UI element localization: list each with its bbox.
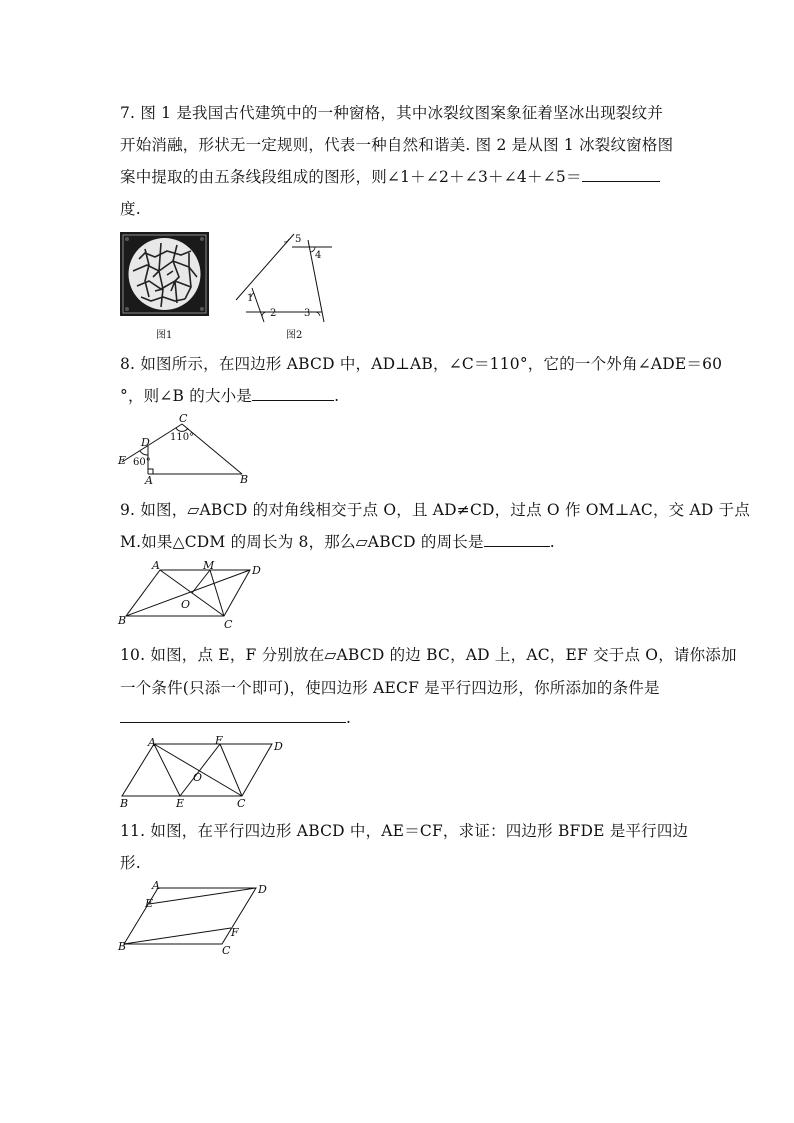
q8-line-2-text: °，则∠B 的大小是 <box>120 387 253 405</box>
q9-figure <box>116 560 266 630</box>
q7-line-3 <box>120 165 660 187</box>
angle-d-label: 60° <box>133 457 151 468</box>
answer-blank <box>252 386 334 401</box>
angle-3-label: 3 <box>304 308 311 319</box>
point-c-label: C <box>222 944 231 957</box>
point-e-label: E <box>145 897 154 910</box>
point-d-label: D <box>258 883 267 896</box>
q8-figure <box>116 412 266 484</box>
q9-line-1: 9. 如图，▱ABCD 的对角线相交于点 O，且 AD≠CD，过点 O 作 OM⊥AC，交 AD 于点 <box>120 501 751 519</box>
angle-2-label: 2 <box>270 308 277 319</box>
angle-5-label: 5 <box>295 234 302 245</box>
point-c-label: C <box>179 412 188 425</box>
point-m-label: M <box>203 560 215 572</box>
point-e-label: E <box>118 454 127 467</box>
angle-1-label: 1 <box>247 293 254 304</box>
fig2-caption: 图2 <box>286 330 303 341</box>
fig1-caption: 图1 <box>156 330 173 341</box>
answer-blank <box>120 708 346 723</box>
point-c-label: C <box>237 797 246 810</box>
point-d-label: D <box>141 436 150 449</box>
point-a-label: A <box>152 879 160 892</box>
answer-blank <box>484 532 550 547</box>
q8-line-2 <box>120 384 339 406</box>
point-o-label: O <box>181 598 191 611</box>
q10-line-3-period: . <box>346 709 352 727</box>
point-c-label: C <box>224 618 233 630</box>
point-f-label: F <box>231 926 239 939</box>
point-b-label: B <box>118 940 127 953</box>
q7-line-2: 开始消融，形状无一定规则，代表一种自然和谐美. 图 2 是从图 1 冰裂纹窗格图 <box>120 136 674 154</box>
point-f-label: F <box>215 734 223 747</box>
q7-line-3-text: 案中提取的由五条线段组成的图形，则∠1＋∠2＋∠3＋∠4＋∠5＝ <box>120 168 582 186</box>
point-o-label: O <box>193 771 203 784</box>
q9-line-2 <box>120 530 555 552</box>
q8-line-2-period: . <box>334 387 340 405</box>
q11-line-1: 11. 如图，在平行四边形 ABCD 中，AE＝CF，求证：四边形 BFDE 是平行四边 <box>120 822 689 840</box>
angle-4-label: 4 <box>315 250 322 261</box>
point-b-label: B <box>118 614 127 627</box>
q10-figure <box>116 734 286 810</box>
q9-line-2-text: M.如果△CDM 的周长为 8，那么▱ABCD 的周长是 <box>120 533 484 551</box>
answer-blank <box>582 167 660 182</box>
angle-c-label: 110° <box>170 432 195 443</box>
q11-line-2: 形. <box>120 854 141 872</box>
q10-line-1: 10. 如图，点 E，F 分别放在▱ABCD 的边 BC，AD 上，AC，EF 交于点 O，请你添加 <box>120 646 737 664</box>
point-d-label: D <box>252 564 261 577</box>
point-a-label: A <box>152 560 160 572</box>
point-a-label: A <box>148 736 156 749</box>
q7-figure-2 <box>232 230 337 342</box>
point-b-label: B <box>240 473 249 484</box>
point-b-label: B <box>120 797 129 810</box>
q11-figure <box>116 878 276 958</box>
q7-line-4: 度. <box>120 200 141 218</box>
point-a-label: A <box>145 474 153 484</box>
q8-line-1: 8. 如图所示，在四边形 ABCD 中，AD⊥AB，∠C＝110°，它的一个外角∠ADE＝60 <box>120 355 723 373</box>
q7-figure-1 <box>119 231 211 343</box>
point-e-label: E <box>176 797 185 810</box>
q7-line-1: 7. 图 1 是我国古代建筑中的一种窗格，其中冰裂纹图案象征着坚冰出现裂纹并 <box>120 104 664 122</box>
q9-line-2-period: . <box>549 533 555 551</box>
point-d-label: D <box>274 740 283 753</box>
q10-line-2: 一个条件(只添一个即可)，使四边形 AECF 是平行四边形，你所添加的条件是 <box>120 679 660 697</box>
q10-line-3 <box>120 708 351 727</box>
